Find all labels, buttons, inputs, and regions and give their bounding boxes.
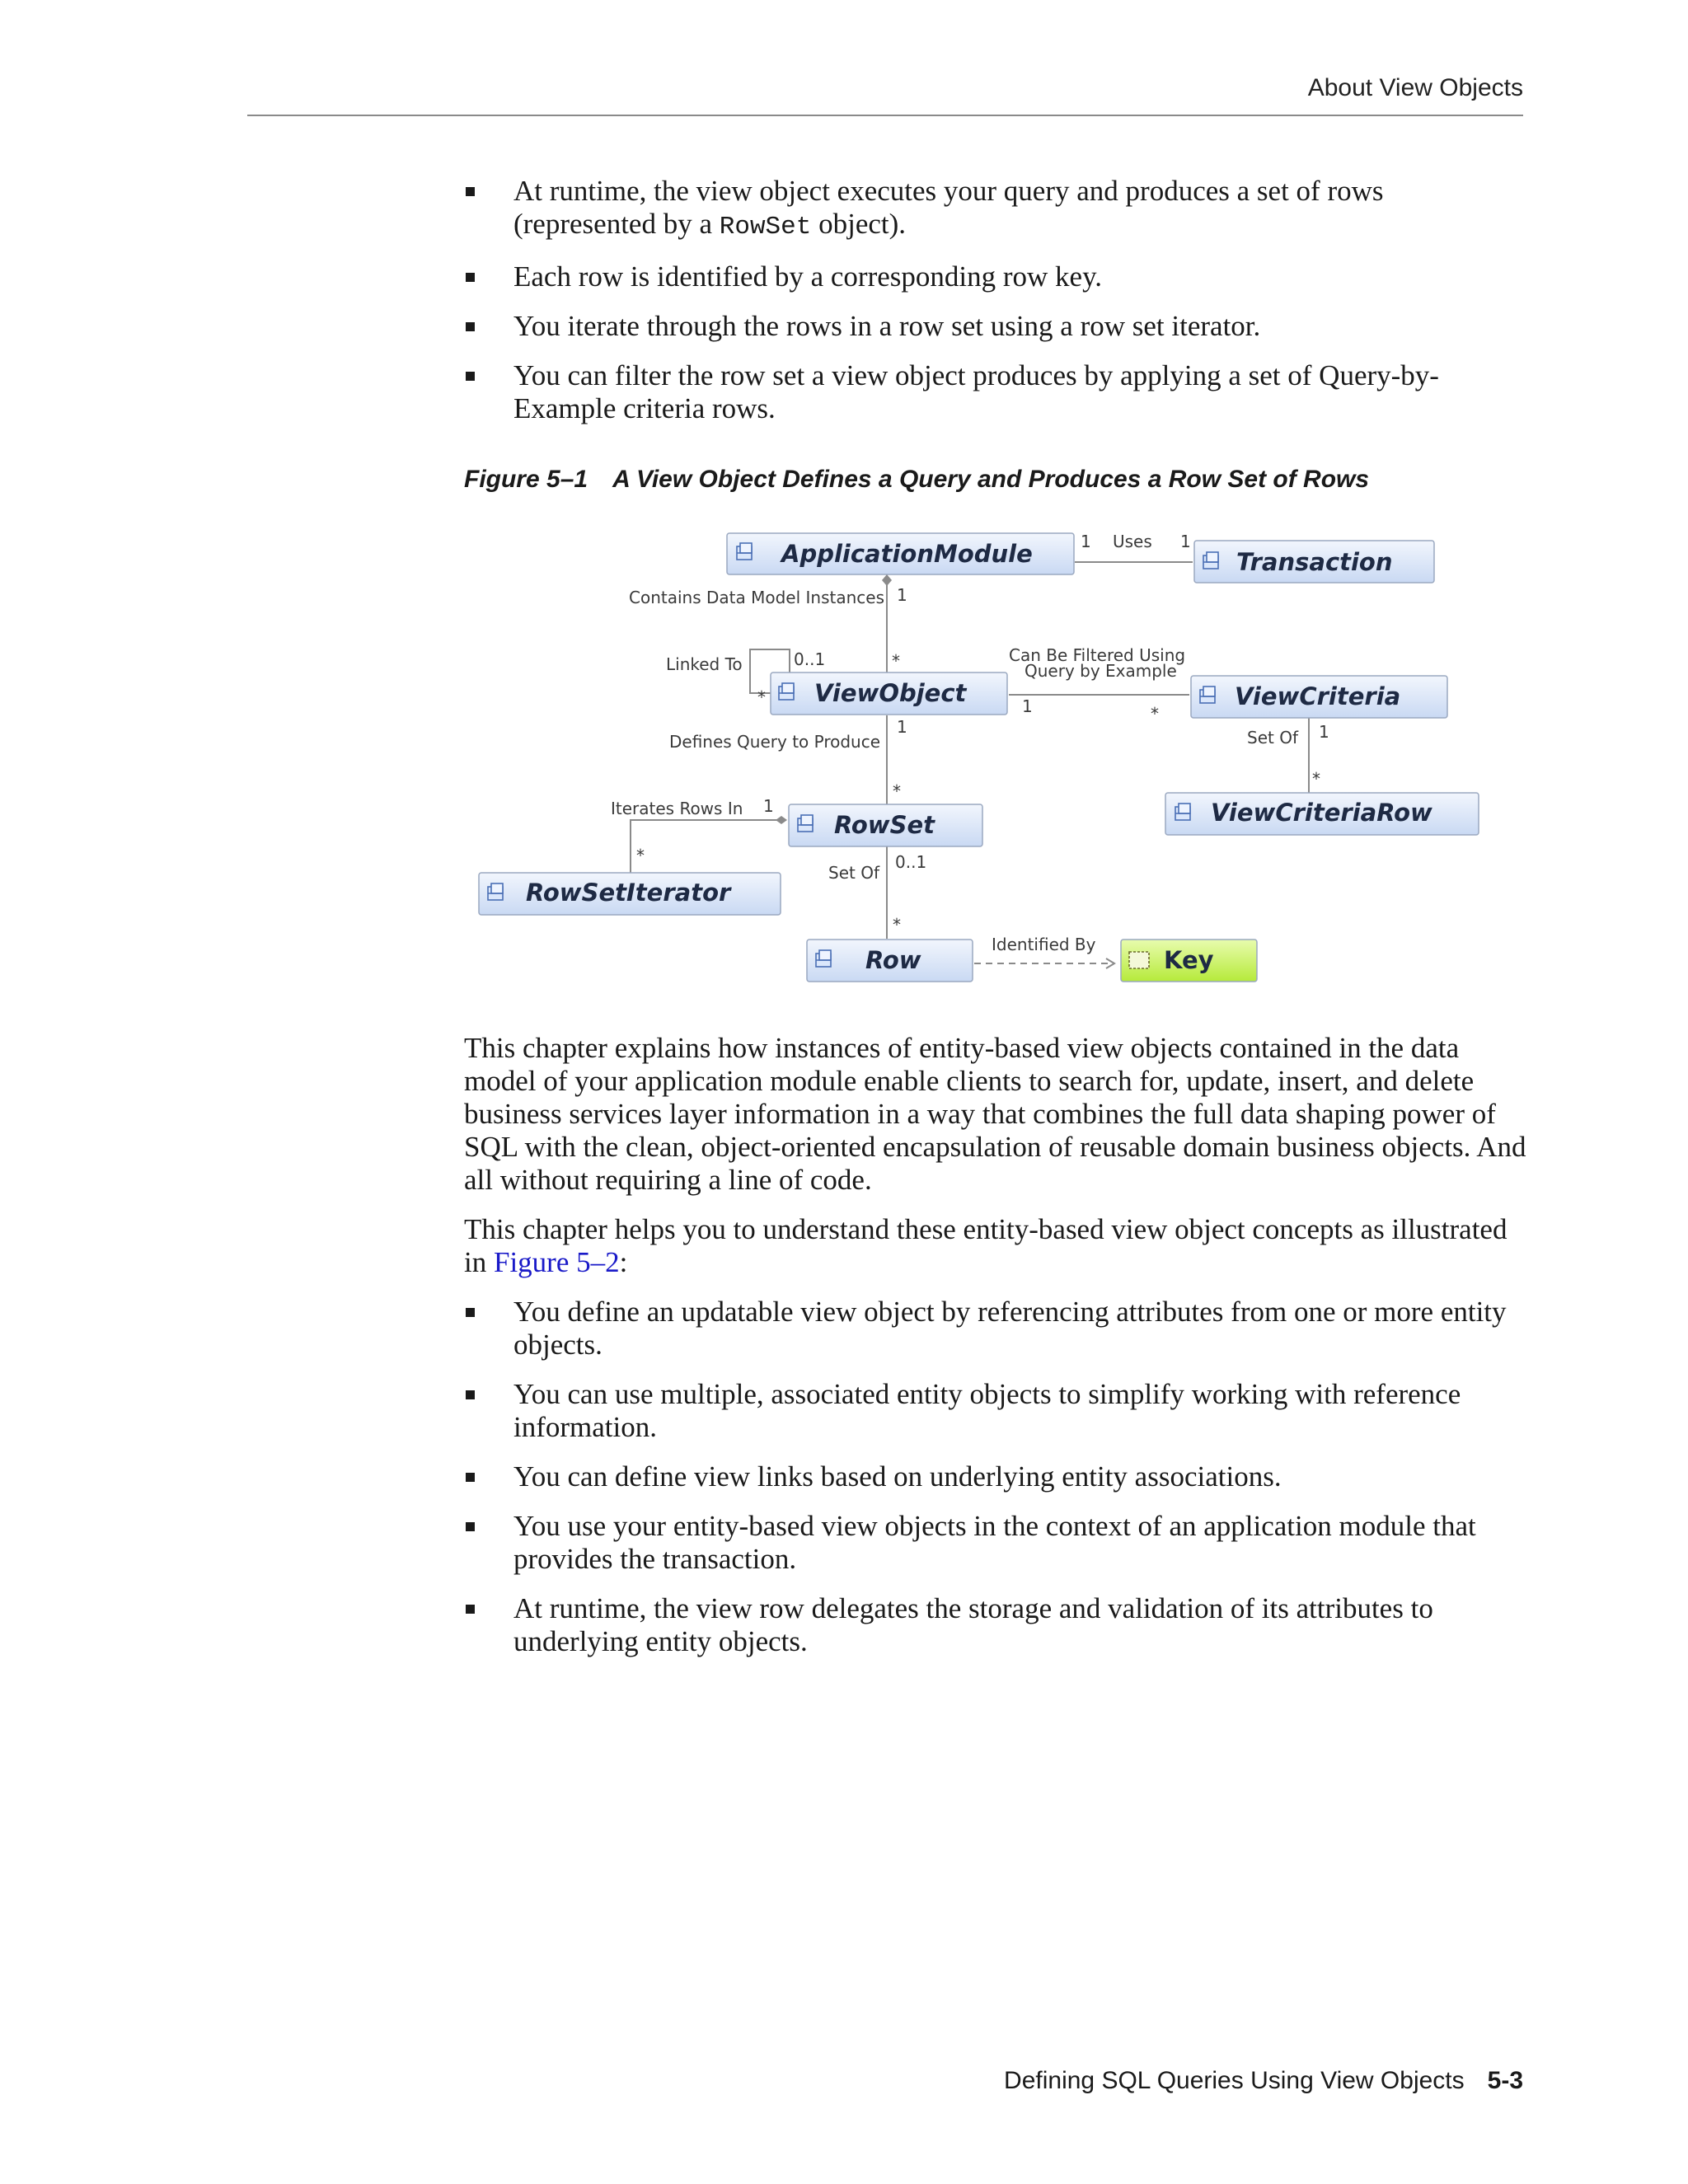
class-box-viewcriteria bbox=[1191, 676, 1447, 718]
uml-diagram bbox=[470, 522, 1484, 996]
class-box-viewcriteriarow bbox=[1165, 793, 1479, 835]
label-filtered-2: Query by Example bbox=[1025, 661, 1177, 681]
paragraph-text: This chapter helps you to understand these entity-based view object concepts as illustrated in bbox=[464, 1213, 1507, 1278]
multiplicity: 1 bbox=[897, 585, 907, 605]
list-item-text: At runtime, the view object executes your query and produces a set of rows (represented by a bbox=[513, 175, 1384, 240]
bullet-marker bbox=[466, 1473, 475, 1482]
body-text bbox=[464, 1032, 1527, 1658]
list-item-text: You can use multiple, associated entity objects to simplify working with reference information. bbox=[513, 1378, 1461, 1443]
label-identified-by: Identified By bbox=[992, 935, 1096, 954]
label-contains: Contains Data Model Instances bbox=[629, 588, 884, 607]
class-box-transaction bbox=[1194, 541, 1434, 583]
box-label: ApplicationModule bbox=[781, 540, 1033, 568]
multiplicity: * bbox=[893, 781, 901, 801]
bullet-marker bbox=[466, 1390, 475, 1399]
bullet-marker bbox=[466, 1605, 475, 1614]
list-item-text: object). bbox=[811, 208, 907, 240]
label-iterates-rows: Iterates Rows In bbox=[611, 799, 743, 818]
multiplicity: 1 bbox=[1081, 532, 1091, 551]
bullet-marker bbox=[466, 1522, 475, 1531]
class-box-key bbox=[1121, 940, 1257, 982]
figure-link[interactable]: Figure 5–2 bbox=[493, 1246, 620, 1278]
multiplicity: 1 bbox=[1319, 722, 1329, 742]
class-box-applicationmodule bbox=[727, 533, 1074, 574]
list-item bbox=[464, 1592, 1527, 1658]
box-label: ViewCriteria bbox=[1235, 682, 1401, 710]
class-box-rowsetiterator bbox=[479, 873, 781, 915]
box-label: Row bbox=[865, 946, 921, 974]
multiplicity: * bbox=[636, 846, 645, 865]
page-number: 5-3 bbox=[1487, 2067, 1523, 2094]
list-item bbox=[464, 310, 1527, 343]
multiplicity: * bbox=[1151, 704, 1159, 724]
list-item bbox=[464, 359, 1527, 425]
label-set-of-criteria: Set Of bbox=[1247, 728, 1298, 748]
multiplicity: * bbox=[757, 687, 766, 707]
box-label: Transaction bbox=[1236, 548, 1393, 576]
paragraph: This chapter explains how instances of entity-based view objects contained in the data model of your application module enable clients to search for, update, insert, and delete business services layer information in a way that combines the full data shaping power of SQL with the clean, object-oriented encapsulation of reusable domain business objects. And all without requiring a line of code. bbox=[464, 1032, 1526, 1196]
list-item bbox=[464, 1296, 1527, 1361]
class-box-viewobject bbox=[771, 673, 1007, 715]
list-item-text: You can filter the row set a view object produces by applying a set of Query-by-Example criteria rows. bbox=[513, 359, 1439, 424]
bullet-marker bbox=[466, 1308, 475, 1317]
class-box-row bbox=[807, 940, 973, 982]
list-item bbox=[464, 1510, 1527, 1576]
key-icon bbox=[1129, 952, 1149, 968]
bullet-marker bbox=[466, 322, 475, 331]
list-item-text: You iterate through the rows in a row set using a row set iterator. bbox=[513, 310, 1261, 342]
label-uses: Uses bbox=[1113, 532, 1152, 551]
footer-chapter-title: Defining SQL Queries Using View Objects bbox=[1004, 2067, 1465, 2094]
paragraph bbox=[464, 1213, 1527, 1279]
list-item-text: You use your entity-based view objects in the context of an application module that provides the transaction. bbox=[513, 1510, 1476, 1575]
box-label: ViewCriteriaRow bbox=[1211, 799, 1432, 827]
list-item-text: Each row is identified by a corresponding row key. bbox=[513, 260, 1103, 293]
paragraph-text: : bbox=[619, 1246, 628, 1278]
code-rowset: RowSet bbox=[719, 213, 812, 241]
figure-number: Figure 5–1 bbox=[464, 466, 588, 493]
header-rule bbox=[247, 115, 1523, 116]
figure-title: A View Object Defines a Query and Produces a Row Set of Rows bbox=[612, 466, 1370, 493]
list-item-text: At runtime, the view row delegates the storage and validation of its attributes to underlying entity objects. bbox=[513, 1592, 1433, 1657]
list-item bbox=[464, 175, 1527, 244]
class-box-rowset bbox=[789, 804, 982, 846]
multiplicity: 0..1 bbox=[895, 852, 927, 872]
label-linked-to: Linked To bbox=[666, 654, 743, 674]
multiplicity: 1 bbox=[897, 717, 907, 737]
bullet-marker bbox=[466, 273, 475, 282]
multiplicity: * bbox=[892, 651, 900, 671]
list-item-text: You define an updatable view object by referencing attributes from one or more entity objects. bbox=[513, 1296, 1507, 1361]
label-filtered-1: Can Be Filtered Using bbox=[1009, 645, 1186, 665]
multiplicity: 1 bbox=[1180, 532, 1191, 551]
box-label: Key bbox=[1164, 946, 1214, 974]
running-head: About View Objects bbox=[1307, 74, 1523, 101]
multiplicity: 1 bbox=[763, 796, 774, 816]
list-item bbox=[464, 260, 1527, 293]
bullet-marker bbox=[466, 187, 475, 196]
list-item-text: You can define view links based on underlying entity associations. bbox=[513, 1460, 1282, 1493]
multiplicity: 0..1 bbox=[794, 649, 826, 669]
box-label: ViewObject bbox=[814, 679, 967, 707]
label-set-of-rows: Set Of bbox=[828, 863, 879, 883]
label-defines-query: Defines Query to Produce bbox=[669, 732, 881, 752]
figure-caption bbox=[464, 466, 1536, 494]
box-label: RowSetIterator bbox=[526, 879, 731, 907]
box-label: RowSet bbox=[834, 811, 935, 839]
multiplicity: * bbox=[1312, 769, 1320, 789]
multiplicity: 1 bbox=[1022, 696, 1033, 716]
uml-diagram-svg bbox=[470, 522, 1484, 996]
top-bullet-list bbox=[464, 175, 1527, 425]
bullet-marker bbox=[466, 372, 475, 381]
list-item bbox=[464, 1378, 1527, 1444]
multiplicity: * bbox=[893, 915, 901, 935]
page-footer bbox=[247, 2067, 1523, 2095]
list-item bbox=[464, 1460, 1527, 1493]
